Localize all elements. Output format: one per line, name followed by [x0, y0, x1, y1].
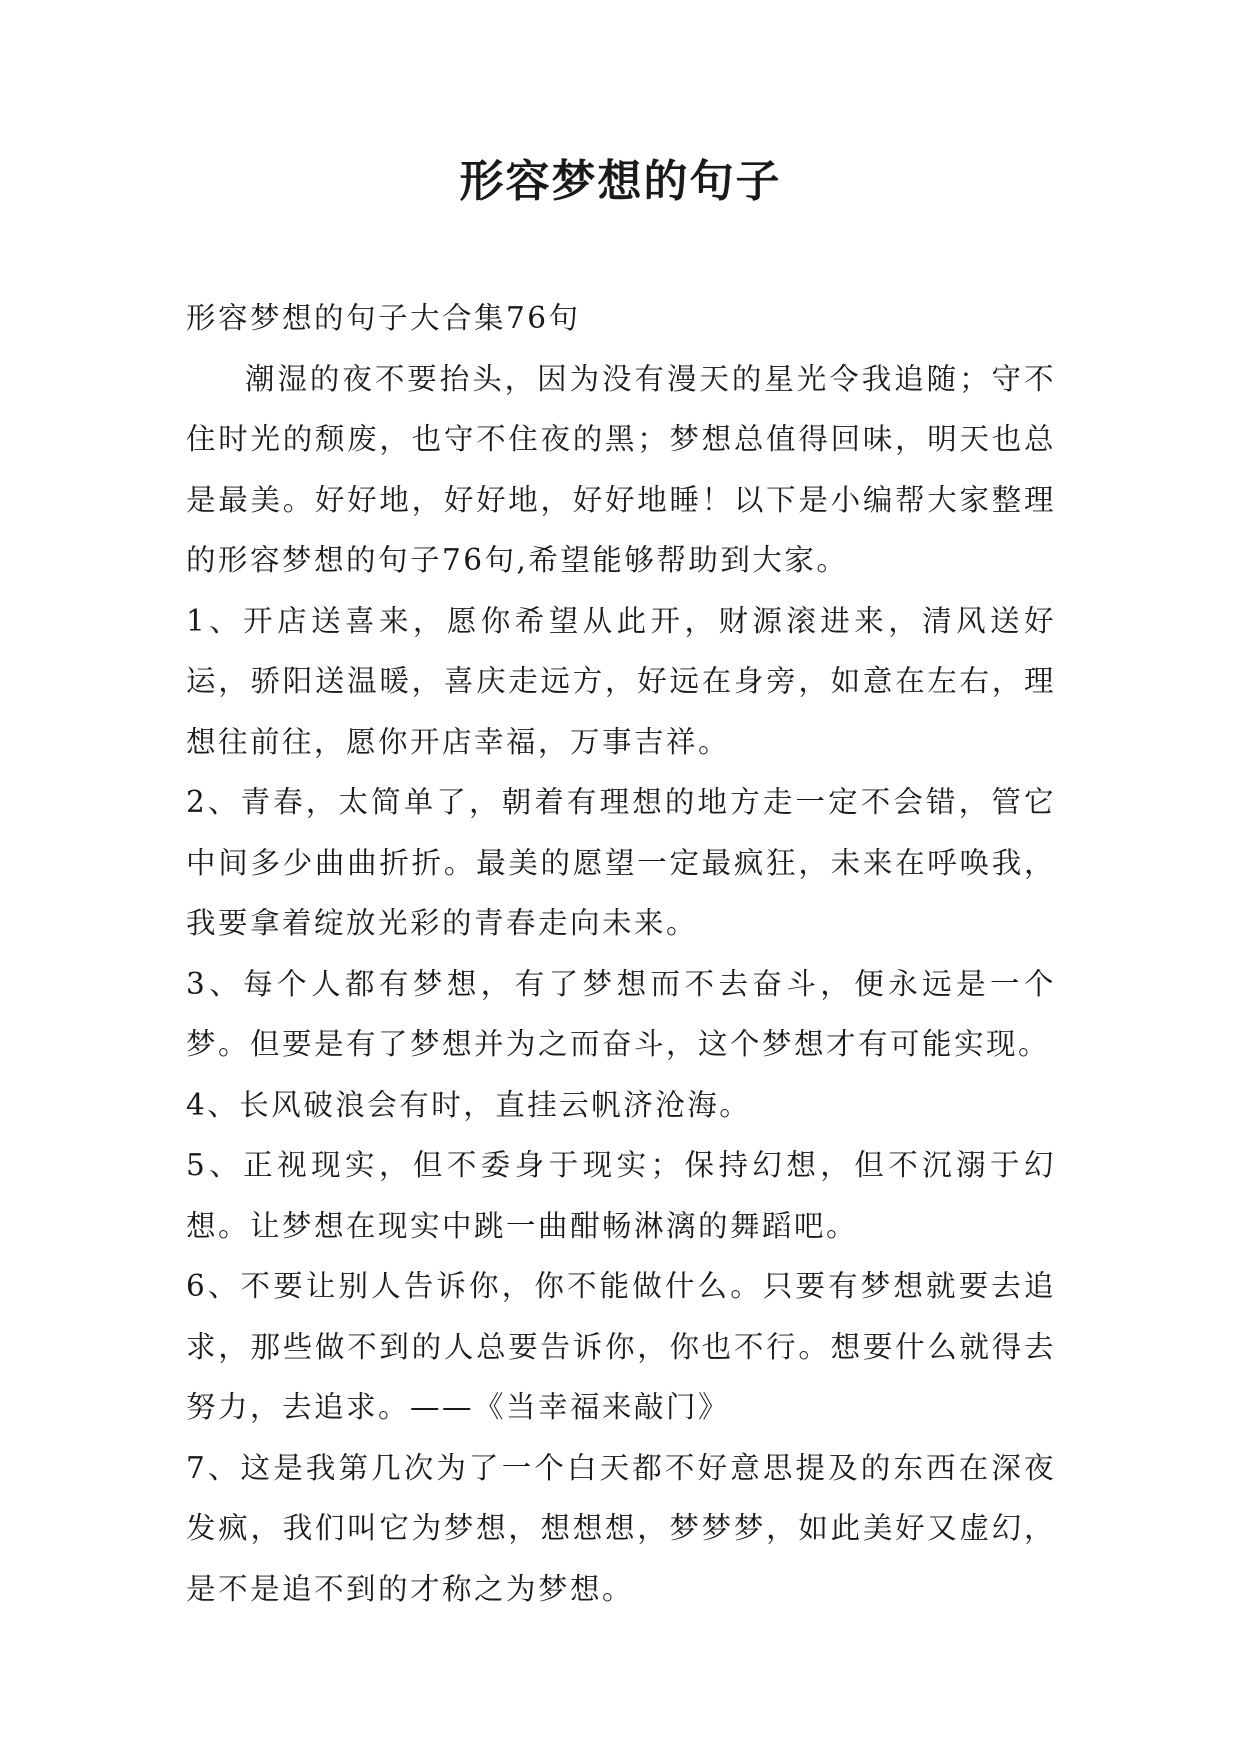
- document-title: 形容梦想的句子: [459, 156, 782, 207]
- list-item: 7、这是我第几次为了一个白天都不好意思提及的东西在深夜发疯，我们叫它为梦想，想想想，梦梦梦，如此美好又虚幻，是不是追不到的才称之为梦想。: [186, 1450, 1056, 1606]
- document-subtitle: 形容梦想的句子大合集76句: [186, 301, 581, 335]
- list-item: 1、开店送喜来，愿你希望从此开，财源滚进来，清风送好运，骄阳送温暖，喜庆走远方，好远在身旁，如意在左右，理想往前往，愿你开店幸福，万事吉祥。: [186, 603, 1056, 759]
- list-item: 4、长风破浪会有时，直挂云帆济沧海。: [186, 1087, 752, 1122]
- list-item: 6、不要让别人告诉你，你不能做什么。只要有梦想就要去追求，那些做不到的人总要告诉你，你也不行。想要什么就得去努力，去追求。——《当幸福来敲门》: [186, 1269, 1056, 1424]
- list-item: 3、每个人都有梦想，有了梦想而不去奋斗，便永远是一个梦。但要是有了梦想并为之而奋斗，这个梦想才有可能实现。: [186, 966, 1056, 1061]
- document-body: [186, 288, 1056, 1619]
- list-item: 5、正视现实，但不委身于现实；保持幻想，但不沉溺于幻想。让梦想在现实中跳一曲酣畅淋漓的舞蹈吧。: [186, 1148, 1056, 1243]
- intro-paragraph: 潮湿的夜不要抬头，因为没有漫天的星光令我追随；守不住时光的颓废，也守不住夜的黑；梦想总值得回味，明天也总是最美。好好地，好好地，好好地睡！以下是小编帮大家整理的形容梦想的句子76句,希望能够帮助到大家。: [186, 361, 1056, 577]
- list-item: 2、青春，太简单了，朝着有理想的地方走一定不会错，管它中间多少曲曲折折。最美的愿望一定最疯狂，未来在呼唤我，我要拿着绽放光彩的青春走向未来。: [186, 785, 1056, 940]
